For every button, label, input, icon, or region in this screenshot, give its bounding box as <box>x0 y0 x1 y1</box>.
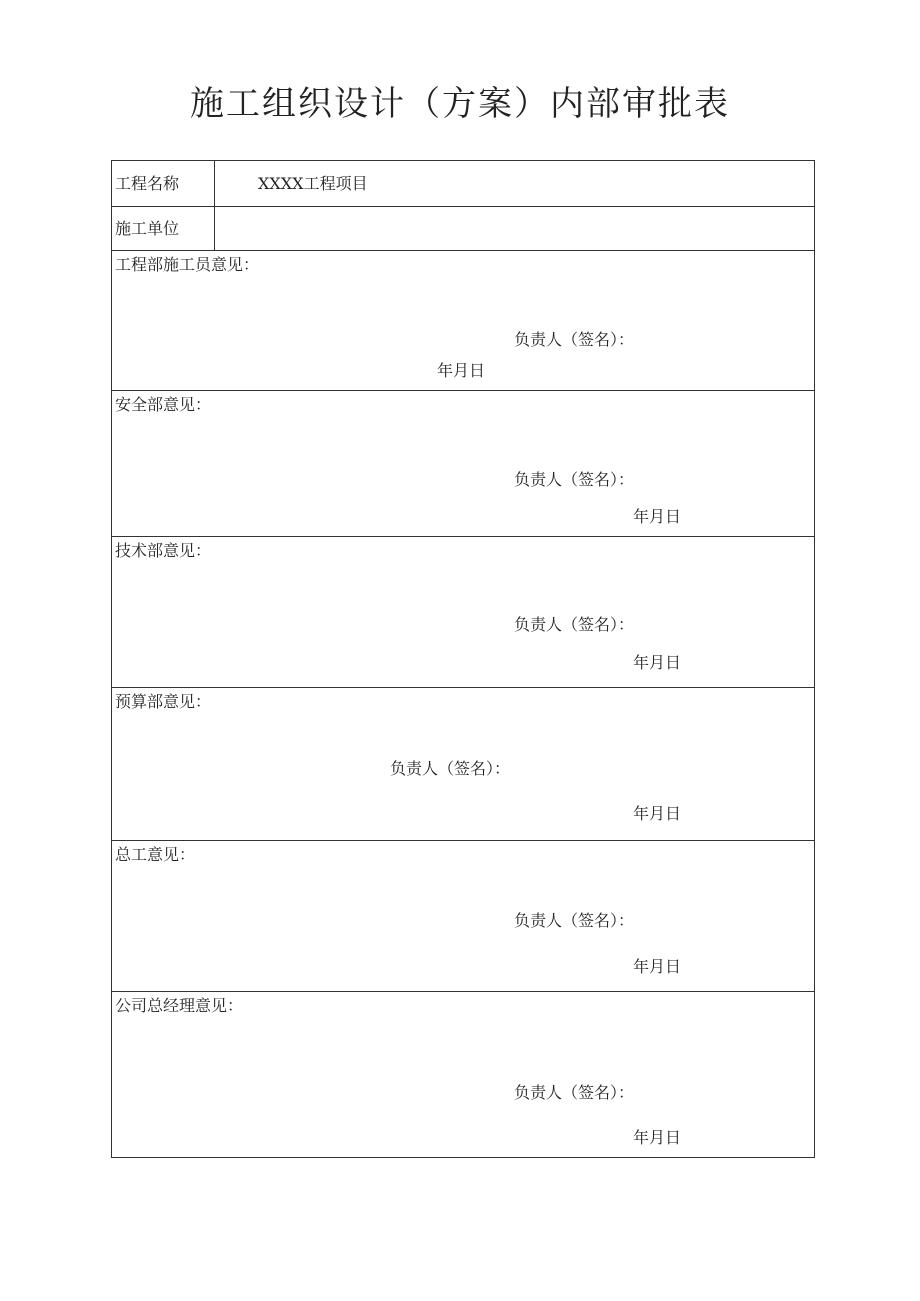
date-line[interactable]: 年月日 <box>633 957 682 976</box>
project-name-value[interactable]: XXXX工程项目 <box>258 174 368 193</box>
date-line[interactable]: 年月日 <box>633 507 682 526</box>
date-line[interactable]: 年月日 <box>633 804 682 823</box>
opinion-section-chief-engineer <box>112 841 814 992</box>
section-heading: 预算部意见： <box>115 692 212 711</box>
signature-line[interactable]: 负责人（签名）： <box>514 615 635 634</box>
signature-line[interactable]: 负责人（签名）： <box>514 470 635 489</box>
project-name-label: 工程名称 <box>115 174 180 193</box>
section-heading: 总工意见： <box>115 845 196 864</box>
project-name-row <box>112 161 814 207</box>
opinion-section-technical <box>112 537 814 688</box>
date-line[interactable]: 年月日 <box>633 653 682 672</box>
opinion-section-budget <box>112 688 814 841</box>
opinion-section-general-manager <box>112 992 814 1157</box>
construction-unit-label: 施工单位 <box>115 219 180 238</box>
construction-unit-label-cell <box>112 207 215 250</box>
signature-line[interactable]: 负责人（签名）： <box>514 330 635 349</box>
construction-unit-row <box>112 207 814 251</box>
opinion-section-engineering <box>112 251 814 391</box>
section-heading: 工程部施工员意见： <box>115 255 260 274</box>
signature-line[interactable]: 负责人（签名）： <box>514 1083 635 1102</box>
section-heading: 公司总经理意见： <box>115 996 244 1015</box>
signature-line[interactable]: 负责人（签名）： <box>514 911 635 930</box>
signature-line[interactable]: 负责人（签名）： <box>390 759 511 778</box>
document-title: 施工组织设计（方案）内部审批表 <box>190 84 730 124</box>
project-name-label-cell <box>112 161 215 206</box>
opinion-section-safety <box>112 391 814 537</box>
date-line[interactable]: 年月日 <box>437 361 486 380</box>
approval-form-table <box>111 160 815 1158</box>
section-heading: 安全部意见： <box>115 395 212 414</box>
section-heading: 技术部意见： <box>115 541 212 560</box>
date-line[interactable]: 年月日 <box>633 1128 682 1147</box>
